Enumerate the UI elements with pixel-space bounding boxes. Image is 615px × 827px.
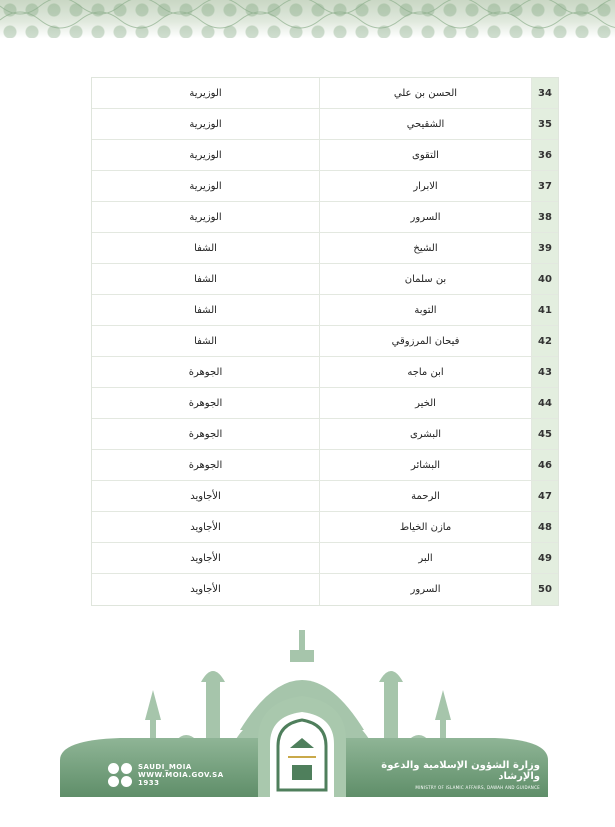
top-decorative-band bbox=[0, 0, 615, 38]
table-row bbox=[92, 109, 558, 140]
mosque-name-cell: الابرار bbox=[319, 171, 532, 201]
social-icons bbox=[108, 763, 132, 787]
row-number-cell: 49 bbox=[532, 543, 558, 573]
table-row bbox=[92, 512, 558, 543]
district-cell: الجوهرة bbox=[188, 459, 223, 471]
ministry-name-ar: وزارة الشؤون الإسلامية والدعوة والإرشاد bbox=[381, 760, 540, 782]
row-number-cell: 44 bbox=[532, 388, 558, 418]
ministry-name bbox=[360, 760, 550, 790]
mosque-name-cell: السرور bbox=[319, 202, 532, 232]
district-cell: الجوهرة bbox=[188, 366, 223, 378]
table-row bbox=[92, 481, 558, 512]
table-row bbox=[92, 233, 558, 264]
hotline-number: 1933 bbox=[138, 779, 160, 787]
row-number-cell: 43 bbox=[532, 357, 558, 387]
mosque-name-cell: فيحان المرزوقي bbox=[319, 326, 532, 356]
district-cell: الوزيرية bbox=[189, 87, 222, 99]
social-handle: SAUDI_MOIA bbox=[138, 763, 192, 771]
row-number-cell: 38 bbox=[532, 202, 558, 232]
mosque-table bbox=[91, 77, 559, 606]
row-number-cell: 45 bbox=[532, 419, 558, 449]
mosque-name-cell: الشقيحي bbox=[319, 109, 532, 139]
district-cell: الشفا bbox=[194, 273, 217, 285]
row-number-cell: 39 bbox=[532, 233, 558, 263]
mosque-name-cell: السرور bbox=[319, 574, 532, 605]
phone-icon[interactable] bbox=[121, 776, 132, 787]
district-cell: الشفا bbox=[194, 335, 217, 347]
row-number-cell: 34 bbox=[532, 78, 558, 108]
mosque-name-cell: الحسن بن علي bbox=[319, 78, 532, 108]
district-cell: الوزيرية bbox=[189, 211, 222, 223]
table-row bbox=[92, 388, 558, 419]
district-cell: الأجاويد bbox=[190, 521, 221, 533]
table-row bbox=[92, 543, 558, 574]
mosque-name-cell: مازن الخياط bbox=[319, 512, 532, 542]
footer-banner bbox=[0, 620, 615, 827]
row-number-cell: 36 bbox=[532, 140, 558, 170]
district-cell: الوزيرية bbox=[189, 149, 222, 161]
table-row bbox=[92, 140, 558, 171]
row-number-cell: 47 bbox=[532, 481, 558, 511]
website-link[interactable]: WWW.MOIA.GOV.SA bbox=[138, 771, 224, 779]
district-cell: الجوهرة bbox=[188, 397, 223, 409]
footer-contacts bbox=[108, 763, 224, 787]
table-row bbox=[92, 202, 558, 233]
row-number-cell: 35 bbox=[532, 109, 558, 139]
mosque-name-cell: الرحمة bbox=[319, 481, 532, 511]
table-row bbox=[92, 419, 558, 450]
mosque-name-cell: التوبة bbox=[319, 295, 532, 325]
district-cell: الشفا bbox=[194, 242, 217, 254]
facebook-icon[interactable] bbox=[108, 776, 119, 787]
mosque-name-cell: ابن ماجه bbox=[319, 357, 532, 387]
table-row bbox=[92, 295, 558, 326]
row-number-cell: 41 bbox=[532, 295, 558, 325]
row-number-cell: 40 bbox=[532, 264, 558, 294]
twitter-icon[interactable] bbox=[108, 763, 119, 774]
row-number-cell: 46 bbox=[532, 450, 558, 480]
mosque-name-cell: البشرى bbox=[319, 419, 532, 449]
table-row bbox=[92, 78, 558, 109]
geometric-pattern bbox=[0, 0, 615, 38]
row-number-cell: 50 bbox=[532, 574, 558, 605]
ministry-name-en: MINISTRY OF ISLAMIC AFFAIRS, DAWAH AND GUIDANCE bbox=[415, 785, 540, 790]
table-row bbox=[92, 450, 558, 481]
table-row bbox=[92, 574, 558, 605]
row-number-cell: 42 bbox=[532, 326, 558, 356]
mosque-name-cell: البر bbox=[319, 543, 532, 573]
mosque-name-cell: الخير bbox=[319, 388, 532, 418]
district-cell: الشفا bbox=[194, 304, 217, 316]
district-cell: الأجاويد bbox=[190, 490, 221, 502]
district-cell: الوزيرية bbox=[189, 118, 222, 130]
row-number-cell: 48 bbox=[532, 512, 558, 542]
table-row bbox=[92, 171, 558, 202]
mosque-name-cell: البشائر bbox=[319, 450, 532, 480]
district-cell: الوزيرية bbox=[189, 180, 222, 192]
row-number-cell: 37 bbox=[532, 171, 558, 201]
district-cell: الجوهرة bbox=[188, 428, 223, 440]
mosque-name-cell: بن سلمان bbox=[319, 264, 532, 294]
district-cell: الأجاويد bbox=[190, 584, 221, 595]
table-row bbox=[92, 357, 558, 388]
mosque-silhouette bbox=[0, 620, 615, 827]
table-row bbox=[92, 326, 558, 357]
mosque-name-cell: الشيخ bbox=[319, 233, 532, 263]
instagram-icon[interactable] bbox=[121, 763, 132, 774]
mosque-name-cell: التقوى bbox=[319, 140, 532, 170]
table-row bbox=[92, 264, 558, 295]
district-cell: الأجاويد bbox=[190, 552, 221, 564]
